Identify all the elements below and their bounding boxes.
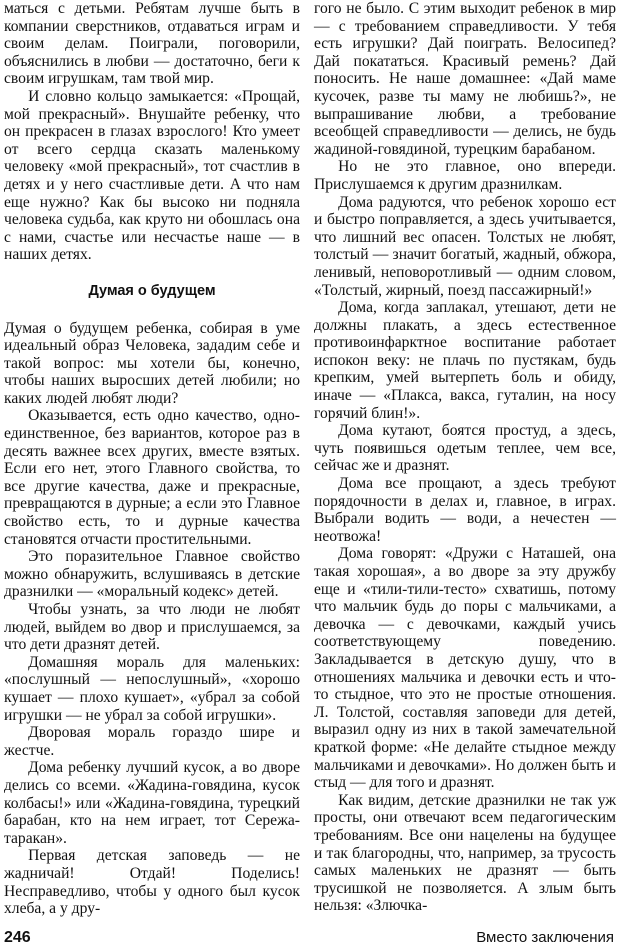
paragraph: Дома говорят: «Дружи с Наташей, она такая хорошая», а во дворе за эту дружбу еще и «тили-тили-тесто» схватишь, потому что мальчик будь до поры с мальчиками, а девочка — с девочками, каждый учись соответствующему поведению. Закладывается в детскую душу, что в отношениях мальчика и девочки есть и что-то стыдное, что это не простые отношения. Л. Толстой, составляя заповеди для детей, выразил одну из них в такой замечательной краткой форме: «Не делайте стыдное между мальчиками и девочками». Но должен быть и стыд — для того и дразнят. bbox=[314, 545, 616, 792]
paragraph: И словно кольцо замыкается: «Прощай, мой прекрасный». Внушайте ребенку, что он прекрасен в глазах взрослого! Кто умеет от всего сердца сказать маленькому человеку «мой прекрасный», тот счастлив в детях и у него счастливые дети. А что нам еще нужно? Как бы высоко ни подняла человека судьба, как круто ни обошлась она с нами, счастье или несчастье наше — в наших детях. bbox=[4, 87, 300, 264]
paragraph: Как видим, детские дразнилки не так уж просты, они отвечают всем педагогическим требованиям. Все они нацелены на будущее и так благородны, что, например, за трусость самых маленьких не дразнят — быть трусишкой не позволяется. А злым быть нельзя: «Злючка- bbox=[314, 791, 616, 915]
section-gap bbox=[4, 301, 300, 320]
right-column bbox=[314, 0, 616, 915]
paragraph: Дома, когда заплакал, утешают, дети не должны плакать, а здесь естественное противоинфарктное воспитание работает испокон веку: не плачь по пустякам, будь крепким, умей вытерпеть боль и обиду, иначе — «Плакса, вакса, гуталин, на носу горячий блин!». bbox=[314, 299, 616, 422]
page-number: 246 bbox=[4, 929, 31, 946]
paragraph: Дома ребенку лучший кусок, а во дворе делись со всеми. «Жадина-говядина, кусок колбасы!» или «Жадина-говядина, турецкий барабан, кто на нем играет, тот Сережа-таракан». bbox=[4, 759, 300, 847]
paragraph: Дома все прощают, а здесь требуют порядочности в делах и, главное, в играх. Выбрали водить — води, а нечестен — неотвожа! bbox=[314, 475, 616, 545]
paragraph: Дома радуются, что ребенок хорошо ест и быстро поправляется, а здесь учитывается, что лишний вес опасен. Толстых не любят, толстый — значит богатый, жадный, обжора, ленивый, неповоротливый — одним словом, «Толстый, жирный, поезд пассажирный!» bbox=[314, 193, 616, 299]
paragraph: Это поразительное Главное свойство можно обнаружить, вслушиваясь в детские дразнилки — «моральный кодекс» детей. bbox=[4, 548, 300, 601]
paragraph: гого не было. С этим выходит ребенок в мир — с требованием справедливости. У тебя есть игрушки? Дай поиграть. Велосипед? Дай покататься. Красивый ремень? Дай поносить. Не наше домашнее: «Дай маме кусочек, разве ты маму не любишь?», не выпрашивание любви, а требование всеобщей справедливости — делись, не будь жадиной-говядиной, турецким барабаном. bbox=[314, 0, 616, 158]
section-gap bbox=[4, 264, 300, 283]
paragraph: Дворовая мораль гораздо шире и жестче. bbox=[4, 724, 300, 759]
running-title: Вместо заключения bbox=[476, 929, 614, 946]
paragraph: Дома кутают, боятся простуд, а здесь, чуть появишься одетым теплее, чем все, сейчас же и дразнят. bbox=[314, 422, 616, 475]
section-heading: Думая о будущем bbox=[88, 282, 216, 299]
paragraph: Чтобы узнать, за что люди не любят людей, выйдем во двор и прислушаемся, за что дети дразнят детей. bbox=[4, 601, 300, 654]
paragraph: Домашняя мораль для маленьких: «послушный — непослушный», «хорошо кушает — плохо кушает», «убрал за собой игрушки — не убрал за собой игрушки». bbox=[4, 653, 300, 724]
paragraph: маться с детьми. Ребятам лучше быть в компании сверстников, отдаваться играм и своим делам. Поиграли, поговорили, объяснились в любви — достаточно, беги к своим игрушкам, там твой мир. bbox=[4, 0, 300, 88]
paragraph: Но не это главное, оно впереди. Прислушаемся к другим дразнилкам. bbox=[314, 158, 616, 193]
paragraph: Оказывается, есть одно качество, одно-единственное, без вариантов, которое раз в десять важнее всех других, вместе взятых. Если его нет, этого Главного свойства, то все другие качества, даже и прекрасные, превращаются в дурные; а если это Главное свойство есть, то и дурные качества становятся отчасти простительными. bbox=[4, 407, 300, 548]
paragraph: Первая детская заповедь — не жадничай! Отдай! Поделись! Несправедливо, чтобы у одного был кусок хлеба, а у дру- bbox=[4, 847, 300, 918]
paragraph: Думая о будущем ребенка, собирая в уме идеальный образ Человека, зададим себе и такой вопрос: мы хотели бы, конечно, чтобы наших выросших детей любили; но каких людей любят люди? bbox=[4, 319, 300, 407]
left-column bbox=[4, 0, 300, 918]
